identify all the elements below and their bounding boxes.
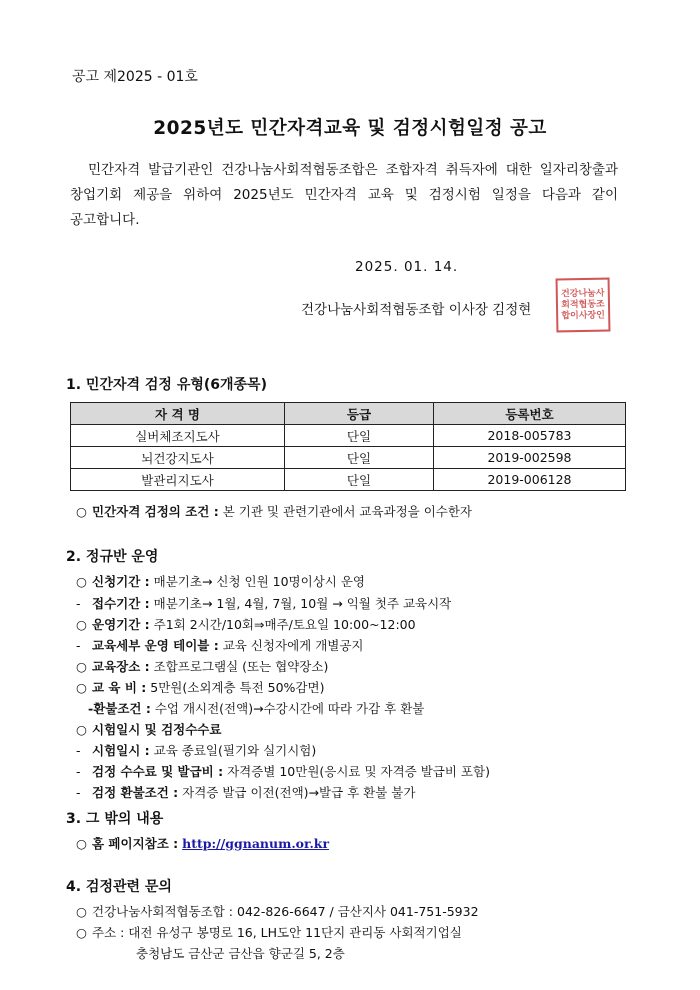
item-text: 교육 종료일(필기와 실기시험) (153, 743, 317, 758)
notice-number: 공고 제2025 - 01호 (72, 69, 198, 85)
item-label: 검정 수수료 및 발급비 : (92, 764, 224, 779)
item-text: 매분기초→ 신청 인원 10명이상시 운영 (153, 574, 365, 589)
section1-heading: 1. 민간자격 검정 유형(6개종목) (66, 377, 267, 393)
exam-condition-line (76, 502, 472, 520)
item-label: 운영기간 : (92, 617, 150, 632)
list-item (76, 594, 451, 612)
condition-label: 민간자격 검정의 조건 : (92, 504, 219, 519)
item-text: 자격증별 10만원(응시료 및 자격증 발급비 포함) (227, 764, 490, 779)
item-label: 신청기간 : (92, 574, 150, 589)
cell-qualification-name: 발관리지도사 (71, 469, 285, 491)
list-item (76, 615, 416, 633)
item-text: 5만원(소외계층 특전 50%감면) (150, 680, 325, 695)
item-text: 자격증 발급 이전(전액)→발급 후 환불 불가 (182, 785, 416, 800)
cell-grade: 단일 (285, 447, 434, 469)
qualification-table (70, 402, 626, 491)
circle-bullet-icon: ○ (76, 574, 87, 589)
item-text: 매분기초→ 1월, 4월, 7월, 10월 → 익월 첫주 교육시작 (153, 596, 452, 611)
intro-paragraph: 민간자격 발급기관인 건강나눔사회적협동조합은 조합자격 취득자에 대한 일자리창출과 창업기회 제공을 위하여 2025년도 민간자격 교육 및 검정시험 일정을 다음과 같이 공고합니다. (70, 162, 618, 228)
notice-date: 2025. 01. 14. (355, 259, 459, 275)
section3-heading: 3. 그 밖의 내용 (66, 811, 164, 827)
cell-qualification-name: 뇌건강지도사 (71, 447, 285, 469)
cell-qualification-name: 실버체조지도사 (71, 425, 285, 447)
homepage-link[interactable]: http://ggnanum.or.kr (182, 836, 330, 851)
item-text: 주1회 2시간/10회⇒매주/토요일 10:00~12:00 (153, 617, 416, 632)
condition-text: 본 기관 및 관련기관에서 교육과정을 이수한자 (222, 504, 473, 519)
page-title: 2025년도 민간자격교육 및 검정시험일정 공고 (153, 118, 547, 139)
address-text-2: 충청남도 금산군 금산읍 향군길 5, 2층 (136, 946, 345, 961)
circle-bullet-icon: ○ (76, 904, 87, 919)
dash-bullet-icon: - (76, 764, 81, 779)
item-label: 검정 환불조건 : (92, 785, 179, 800)
list-item (76, 762, 490, 780)
circle-bullet-icon: ○ (76, 659, 87, 674)
contact-line (76, 902, 479, 920)
list-item (76, 741, 316, 759)
list-item (76, 572, 365, 590)
item-label: 교육세부 운영 테이블 : (92, 638, 219, 653)
column-header-name: 자 격 명 (71, 403, 285, 425)
official-seal-stamp: 건강나눔사회적협동조합이사장인 (556, 278, 611, 333)
dash-bullet-icon: - (76, 638, 81, 653)
item-label: 시험일시 : (92, 743, 150, 758)
contact-phone: 042-826-6647 / 금산지사 041-751-5932 (237, 904, 479, 919)
item-text: 조합프로그램실 (또는 협약장소) (153, 659, 329, 674)
circle-bullet-icon: ○ (76, 925, 87, 940)
homepage-label: 홈 페이지참조 : (92, 836, 179, 851)
cell-registration-number: 2018-005783 (434, 425, 626, 447)
list-item (76, 636, 364, 654)
item-text: 수업 개시전(전액)→수강시간에 따라 가감 후 환불 (154, 701, 425, 716)
cell-registration-number: 2019-002598 (434, 447, 626, 469)
list-item (76, 678, 324, 696)
homepage-line (76, 834, 329, 852)
table-row (71, 469, 626, 491)
section4-heading: 4. 검정관련 문의 (66, 879, 172, 895)
table-header-row (71, 403, 626, 425)
contact-label: 건강나눔사회적협동조합 : (92, 904, 234, 919)
section2-heading: 2. 정규반 운영 (66, 549, 159, 565)
list-item (76, 720, 221, 738)
table-row (71, 447, 626, 469)
circle-bullet-icon: ○ (76, 722, 87, 737)
cell-grade: 단일 (285, 425, 434, 447)
issuer-signature: 건강나눔사회적협동조합 이사장 김정현 (301, 302, 532, 318)
column-header-registration: 등록번호 (434, 403, 626, 425)
dash-bullet-icon: - (76, 785, 81, 800)
cell-grade: 단일 (285, 469, 434, 491)
item-label: 접수기간 : (92, 596, 150, 611)
circle-bullet-icon: ○ (76, 680, 87, 695)
item-label: 교육장소 : (92, 659, 150, 674)
circle-bullet-icon: ○ (76, 504, 87, 519)
item-text: 교육 신청자에게 개별공지 (222, 638, 364, 653)
list-item (88, 699, 424, 717)
dash-bullet-icon: - (76, 743, 81, 758)
table-row (71, 425, 626, 447)
address-line (76, 923, 462, 941)
cell-registration-number: 2019-006128 (434, 469, 626, 491)
item-label: -환불조건 : (88, 701, 151, 716)
item-label: 교 육 비 : (92, 680, 147, 695)
address-text-1: 주소 : 대전 유성구 봉명로 16, LH도안 11단지 관리동 사회적기업실 (92, 925, 462, 940)
circle-bullet-icon: ○ (76, 836, 87, 851)
circle-bullet-icon: ○ (76, 617, 87, 632)
list-item (76, 783, 415, 801)
item-label: 시험일시 및 검정수수료 (92, 722, 222, 737)
list-item (76, 657, 328, 675)
column-header-grade: 등급 (285, 403, 434, 425)
dash-bullet-icon: - (76, 596, 81, 611)
